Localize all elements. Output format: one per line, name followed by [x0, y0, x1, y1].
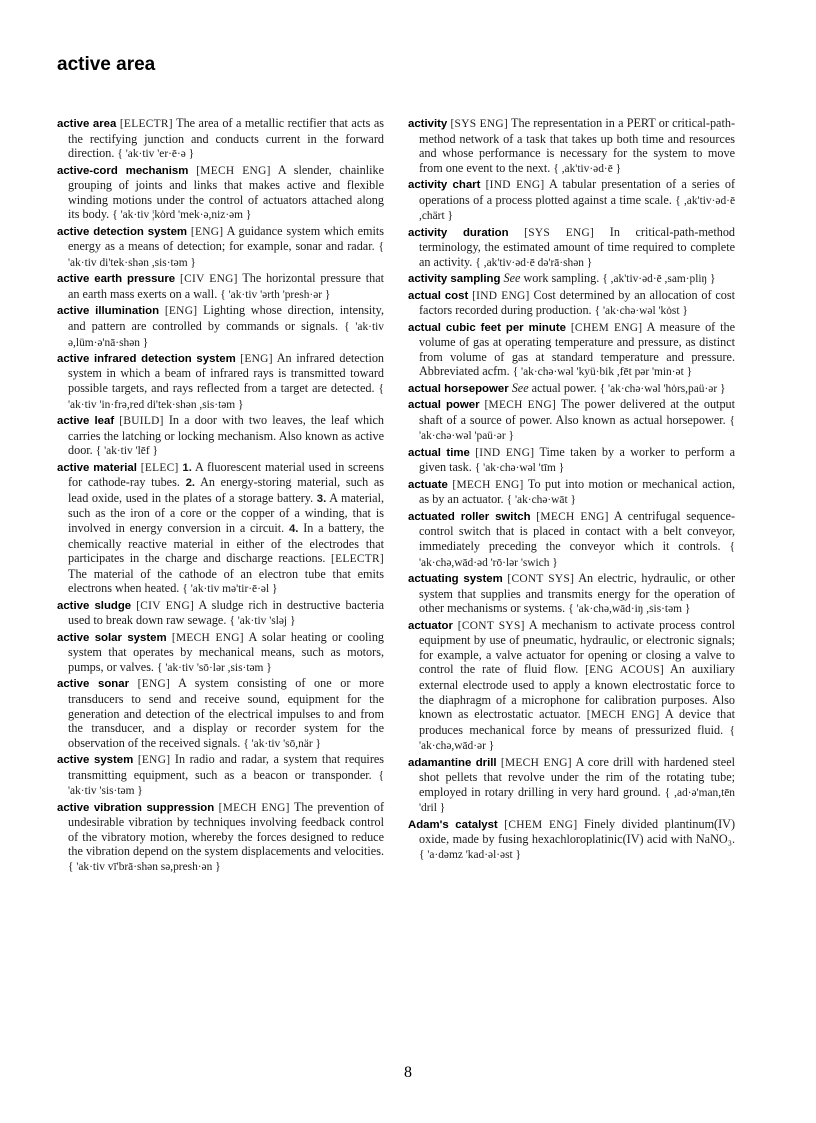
- field-label: [CONT SYS]: [507, 572, 575, 585]
- entry-term: actual power: [408, 399, 480, 412]
- dictionary-entry: [57, 413, 384, 459]
- sense-number: 4.: [288, 523, 299, 536]
- definition-text: A fluorescent material used in screens for cathode-ray tubes.: [68, 459, 384, 490]
- pronunciation: { 'ak·tiv ¦kȯrd 'mek·ə,niz·əm }: [112, 209, 252, 222]
- dictionary-entry: [408, 116, 735, 176]
- entry-term: actual cubic feet per minute: [408, 321, 566, 334]
- entry-term: actuate: [408, 478, 448, 491]
- dictionary-entry: [408, 271, 735, 287]
- field-label: [IND ENG]: [485, 179, 545, 192]
- sense-number: 2.: [185, 477, 196, 490]
- pronunciation: { 'ak·chə·wəl 'kȯst }: [594, 305, 688, 318]
- pronunciation: { 'ak·tiv ə,lüm·ə'nā·shən }: [68, 320, 385, 349]
- definition-text: A slender, chainlike grouping of joints and links that makes active and flexible winding motions under the control of actuators attached along its body.: [68, 162, 384, 222]
- field-label: [MECH ENG]: [536, 510, 609, 523]
- pronunciation: { 'ak·chə·wəl 'hȯrs,paü·ər }: [599, 382, 726, 395]
- definition-text: A sludge rich in destructive bacteria used to break down raw sewage.: [68, 597, 385, 628]
- pronunciation: { 'ak·tiv vī'brā·shən sə,presh·ən }: [68, 861, 221, 874]
- left-column: [57, 116, 384, 875]
- definition-text: A centrifugal sequence-control switch that is placed in contact with a belt conveyor, immediately preceding the conveyor which it controls.: [419, 508, 736, 553]
- entry-term: active infrared detection system: [57, 352, 236, 365]
- field-label: [MECH ENG]: [196, 164, 271, 177]
- see-reference: See: [511, 380, 529, 395]
- entry-term: active material: [57, 461, 137, 474]
- definition-text: An electric, hydraulic, or other system that supplies and transmits energy for the operation of other mechanisms or systems.: [419, 570, 735, 616]
- dictionary-entry: [408, 509, 735, 570]
- entry-term: active earth pressure: [57, 273, 176, 286]
- entry-term: actuator: [408, 619, 453, 632]
- definition-text: A material, such as the iron of a core or the copper of a winding, that is involved in energy conversion in a circuit.: [68, 490, 385, 536]
- field-label: [CIV ENG]: [179, 273, 238, 286]
- pronunciation: { ,ak'tiv·əd·ē }: [553, 162, 622, 175]
- field-label: [MECH ENG]: [452, 478, 524, 491]
- dictionary-entry: [57, 752, 384, 799]
- dictionary-entry: [57, 630, 384, 676]
- entry-term: active solar system: [57, 631, 167, 644]
- definition-text: work sampling.: [523, 271, 600, 286]
- entry-term: actual time: [408, 446, 470, 459]
- field-label: [SYS ENG]: [450, 118, 509, 130]
- pronunciation: { 'a·dəmz 'kad·əl·əst }: [419, 849, 522, 862]
- definition-text: The power delivered at the output shaft of a source of power. Also known as actual horsepower.: [419, 397, 736, 427]
- definition-text: Time taken by a worker to perform a given task.: [419, 444, 736, 475]
- field-label: [ENG]: [190, 225, 224, 238]
- field-label: [IND ENG]: [475, 446, 535, 459]
- entry-term: active sludge: [57, 599, 132, 612]
- pronunciation: { 'ak·chə·wāt }: [506, 494, 576, 507]
- pronunciation: { 'ak·chə,wād·iŋ ,sis·təm }: [568, 603, 691, 616]
- dictionary-entry: [408, 817, 735, 863]
- field-label: [ENG]: [240, 352, 273, 365]
- definition-text: A guidance system which emits energy as a means of detection; for example, sonar and radar.: [68, 223, 385, 254]
- pronunciation: { ,ak'tiv·əd·ē də'rā·shən }: [475, 256, 593, 269]
- sense-number: 1.: [182, 461, 192, 474]
- definition-text: A system consisting of one or more transducers to send and receive sound, equipment for the generation and detection of the electrical impulses to and from the transducer, and a display or recorder system for the observation of the received signals.: [68, 676, 385, 750]
- entry-term: actual horsepower: [408, 382, 509, 395]
- pronunciation: { 'ak·tiv 'er·ē·ə }: [117, 148, 195, 161]
- definition-text: To put into motion or mechanical action, as by an actuator.: [419, 476, 736, 507]
- entry-term: active detection system: [57, 225, 188, 238]
- pronunciation: { 'ak·chə·wəl 'kyü·bik ,fēt pər 'min·ət }: [512, 366, 693, 379]
- pronunciation: { 'ak·tiv 'sō,när }: [243, 737, 321, 750]
- dictionary-entry: [57, 163, 384, 223]
- field-label: [CONT SYS]: [457, 619, 525, 632]
- definition-text: A solar heating or cooling system that operates by mechanical means, such as motors, pumps, or valves.: [68, 629, 385, 674]
- page-number: 8: [404, 1064, 412, 1081]
- entry-term: actuating system: [408, 572, 503, 585]
- pronunciation: { 'ak·tiv 'lēf }: [95, 445, 158, 458]
- field-label: [CHEM ENG]: [570, 321, 643, 334]
- entry-term: active sonar: [57, 678, 130, 691]
- field-label: [ELECTR]: [119, 118, 173, 130]
- dictionary-entry: [408, 381, 735, 397]
- entry-term: actuated roller switch: [408, 510, 531, 523]
- field-label: [MECH ENG]: [484, 399, 557, 412]
- definition-text: An infrared detection system in which a beam of infrared rays is transmitted toward possible targets, and rays reflected from a target are detected.: [68, 350, 385, 396]
- definition-text: A core drill with hardened steel shot pellets that revolve under the rim of the rotating tube; employed in rotary drilling in very hard ground.: [419, 754, 736, 799]
- field-label: [MECH ENG]: [171, 631, 244, 644]
- field-label: [ELEC]: [140, 461, 179, 474]
- page-title: active area: [57, 54, 156, 75]
- field-label: [MECH ENG]: [218, 801, 290, 814]
- entry-term: activity chart: [408, 179, 481, 192]
- field-label: [BUILD]: [119, 415, 164, 428]
- field-label: [ENG ACOUS]: [585, 664, 664, 677]
- dictionary-entry: [408, 397, 735, 444]
- definition-text: Finely divided plantinum(IV) oxide, made by fusing hexachloroplatinic(IV) acid with NaNO₃.: [419, 816, 736, 847]
- pronunciation: { 'ak·tiv di'tek·shən ,sis·təm }: [68, 241, 385, 269]
- see-reference: See: [503, 271, 521, 286]
- dictionary-entry: [408, 618, 735, 754]
- dictionary-entry: [408, 177, 735, 224]
- entry-term: active leaf: [57, 415, 115, 428]
- pronunciation: { 'ak·chə,wād·ər }: [419, 724, 735, 753]
- pronunciation: { ,ad·ə'man,tēn 'dril }: [419, 786, 735, 815]
- pronunciation: { 'ak·tiv 'ərth 'presh·ər }: [220, 288, 331, 301]
- definition-text: In a battery, the chemically reactive material in either of the electrodes that participates in the charge and discharge reactions.: [68, 521, 385, 566]
- pronunciation: { 'ak·tiv 'in·frə,red di'tek·shən ,sis·təm }: [68, 383, 384, 411]
- pronunciation: { 'ak·chə·wəl 'tīm }: [474, 462, 565, 475]
- sense-number: 3.: [316, 492, 327, 505]
- definition-text: A device that produces mechanical force by means of pressurized fluid.: [419, 707, 736, 737]
- dictionary-entry: [408, 477, 735, 508]
- entry-term: activity sampling: [408, 273, 501, 286]
- pronunciation: { 'ak·chə,wād·əd 'rō·lər 'swich }: [419, 541, 735, 569]
- pronunciation: { ,ak'tiv·əd·ē ,sam·pliŋ }: [602, 273, 716, 286]
- pronunciation: { 'ak·tiv 'sis·təm }: [68, 769, 385, 798]
- field-label: [MECH ENG]: [586, 709, 660, 722]
- entry-term: adamantine drill: [408, 756, 497, 769]
- definition-text: The prevention of undesirable vibration by techniques involving feedback control of the vibratory motion, whereby the forces designed to reduce the vibration depend on the system displacements and velocities.: [68, 799, 385, 859]
- entry-term: active system: [57, 754, 134, 767]
- entry-term: active-cord mechanism: [57, 164, 189, 177]
- dictionary-entry: [408, 755, 735, 816]
- entry-term: active vibration suppression: [57, 801, 215, 814]
- dictionary-entry: [408, 445, 735, 476]
- definition-text: An auxiliary external electrode used to apply a known electrostatic force to the diaphragm of a microphone for calibration purposes. Also known as electrostatic actuator.: [419, 662, 736, 722]
- dictionary-entry: [408, 320, 735, 380]
- definition-text: The horizontal pressure that an earth mass exerts on a wall.: [68, 271, 385, 301]
- definition-text: In radio and radar, a system that requires transmitting equipment, such as a beacon or transponder.: [68, 752, 385, 782]
- dictionary-entry: [57, 598, 384, 629]
- pronunciation: { ,ak'tiv·əd·ē ,chärt }: [419, 194, 736, 223]
- definition-text: In critical-path-method terminology, the estimated amount of time required to complete an activity.: [419, 224, 736, 269]
- pronunciation: { 'ak·tiv 'sləj }: [229, 615, 296, 628]
- field-label: [CIV ENG]: [136, 599, 195, 612]
- field-label: [ENG]: [137, 678, 171, 691]
- dictionary-entry: [57, 800, 384, 875]
- entry-term: actual cost: [408, 289, 469, 302]
- field-label: [ENG]: [164, 305, 198, 318]
- definition-text: The representation in a PERT or critical-path-method network of a task that takes up both time and resources and whose performance is necessary for the system to move from one event to the next.: [419, 116, 736, 175]
- definition-text: Lighting whose direction, intensity, and pattern are controlled by commands or signals.: [68, 303, 385, 333]
- dictionary-entry: [57, 460, 384, 597]
- definition-text: A tabular presentation of a series of operations of a process plotted against a time scale.: [419, 177, 736, 207]
- dictionary-entry: [57, 351, 384, 412]
- pronunciation: { 'ak·tiv 'sō·lər ,sis·təm }: [157, 661, 272, 674]
- definition-text: A mechanism to activate process control equipment by use of pneumatic, hydraulic, or electronic signals; for example, a valve actuator for opening or closing a valve to control the rate of fluid flow.: [419, 617, 736, 677]
- entry-term: activity: [408, 118, 448, 130]
- definition-text: An energy-storing material, such as lead oxide, used in the plates of a storage battery.: [68, 475, 385, 505]
- definition-text: In a door with two leaves, the leaf which carries the latching or locking mechanism. Also known as active door.: [68, 413, 385, 458]
- dictionary-entry: [57, 676, 384, 751]
- definition-text: Cost determined by an allocation of cost factors recorded during production.: [419, 287, 736, 318]
- pronunciation: { 'ak·chə·wəl 'paü·ər }: [419, 414, 736, 443]
- dictionary-entry: [408, 225, 735, 271]
- entry-term: active area: [57, 118, 117, 130]
- definition-text: The material of the cathode of an electron tube that emits electrons when heated.: [68, 566, 384, 596]
- field-label: [ELECTR]: [331, 553, 385, 566]
- entry-term: active illumination: [57, 305, 160, 318]
- right-column: [408, 116, 735, 863]
- field-label: [ENG]: [137, 754, 171, 767]
- dictionary-entry: [57, 303, 384, 350]
- field-label: [MECH ENG]: [500, 756, 572, 769]
- field-label: [SYS ENG]: [524, 226, 595, 239]
- entry-term: Adam's catalyst: [408, 818, 498, 831]
- pronunciation: { 'ak·tiv mə'tir·ē·əl }: [182, 583, 278, 596]
- dictionary-entry: [408, 571, 735, 617]
- definition-text: actual power.: [531, 380, 597, 395]
- definition-text: A measure of the volume of gas at operating temperature and pressure, as distinct from volume of gas at standard temperature and pressure. Abbreviated acfm.: [419, 319, 735, 379]
- entry-term: activity duration: [408, 226, 509, 239]
- dictionary-entry: [57, 116, 384, 162]
- field-label: [IND ENG]: [472, 289, 530, 302]
- definition-text: The area of a metallic rectifier that acts as the rectifying junction and conducts current in the forward direction.: [68, 116, 384, 161]
- dictionary-entry: [57, 271, 384, 302]
- dictionary-entry: [57, 224, 384, 271]
- dictionary-entry: [408, 288, 735, 319]
- field-label: [CHEM ENG]: [504, 818, 578, 831]
